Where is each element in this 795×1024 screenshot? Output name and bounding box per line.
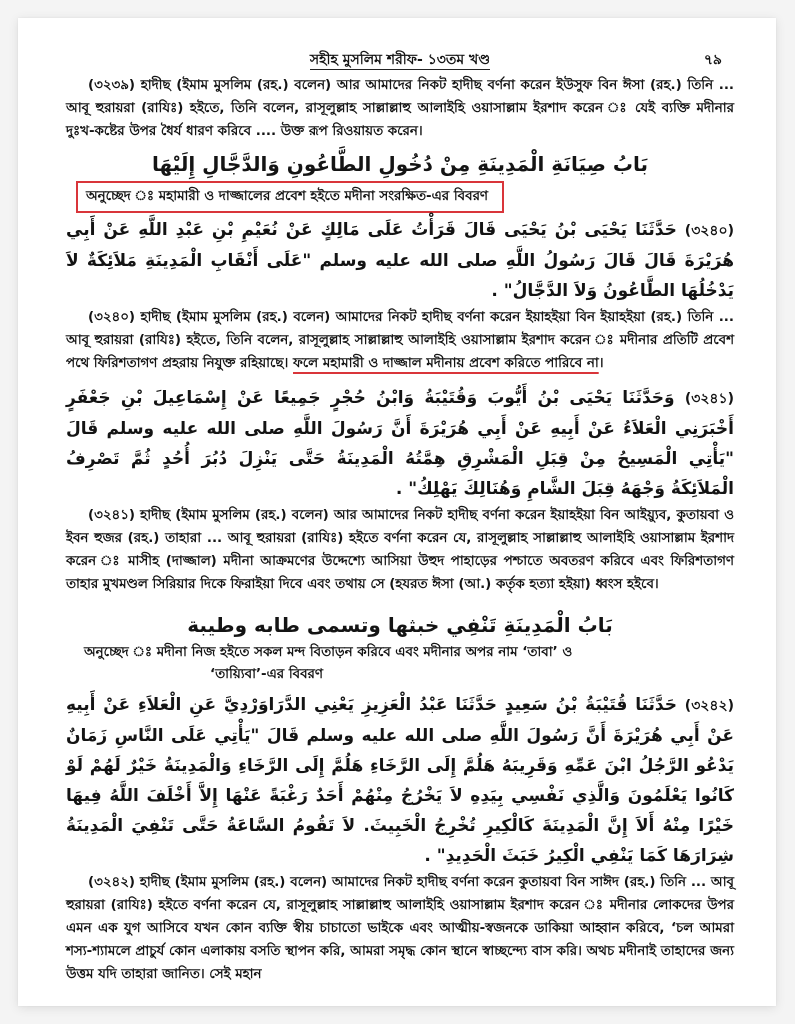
running-header — [66, 48, 734, 70]
hadith-3239-translation: (৩২৩৯) হাদীছ (ইমাম মুসলিম (রহ.) বলেন) আর আমাদের নিকট হাদীছ বর্ণনা করেন ইউসুফ বিন ঈসা (রহ.) তিনি ... আবূ হুরায়রা (রাযিঃ) হইতে, তিনি বলেন, রাসূলুল্লাহ সাল্লাল্লাহু আলাইহি ওয়াসাল্লাম ইরশাদ করেন ঃ যেই ব্যক্তি মদীনার দুঃখ-কষ্টের উপর ধৈর্য ধারণ করিবে .... উক্ত রূপ রিওয়ায়ত করেন। — [66, 78, 734, 139]
hadith-3240-arabic-text: حَدَّثَنَا يَحْيَى بْنُ يَحْيَى قَالَ قَرَأْتُ عَلَى مَالِكٍ عَنْ نُعَيْمِ بْنِ عَبْدِ اللَّهِ عَنْ أَبِي هُرَيْرَةَ قَالَ قَالَ رَسُولُ اللَّهِ صلى الله عليه وسلم "عَلَى أَنْقَابِ الْمَدِينَةِ مَلاَئِكَةٌ لاَ يَدْخُلُهَا الطَّاعُونُ وَلاَ الدَّجَّالُ" . — [66, 220, 734, 301]
hadith-3242-arabic-text: حَدَّثَنَا قُتَيْبَةُ بْنُ سَعِيدٍ حَدَّثَنَا عَبْدُ الْعَزِيزِ يَعْنِي الدَّرَاوَرْدِيَّ عَنِ الْعَلاَءِ عَنْ أَبِيهِ عَنْ أَبِي هُرَيْرَةَ أَنَّ رَسُولَ اللَّهِ صلى الله عليه وسلم قَالَ "يَأْتِي عَلَى النَّاسِ زَمَانٌ يَدْعُو الرَّجُلُ ابْنَ عَمِّهِ وَقَرِيبَهُ هَلُمَّ إِلَى الرَّخَاءِ هَلُمَّ إِلَى الرَّخَاءِ وَالْمَدِينَةُ خَيْرٌ لَهُمْ لَوْ كَانُوا يَعْلَمُونَ وَالَّذِي نَفْسِي بِيَدِهِ لاَ يَخْرُجُ مِنْهُمْ أَحَدٌ رَغْبَةً عَنْهَا إِلاَّ أَخْلَفَ اللَّهُ فِيهَا خَيْرًا مِنْهُ أَلاَ إِنَّ الْمَدِينَةَ كَالْكِيرِ تُخْرِجُ الْخَبِيثَ. لاَ تَقُومُ السَّاعَةُ حَتَّى تَنْفِيَ الْمَدِينَةُ شِرَارَهَا كَمَا يَنْفِي الْكِيرُ خَبَثَ الْحَدِيدِ" . — [66, 695, 734, 866]
chapter-1-highlight-box — [76, 181, 504, 213]
page-content — [66, 48, 734, 986]
hadith-3241-translation: (৩২৪১) হাদীছ (ইমাম মুসলিম (রহ.) বলেন) আর আমাদের নিকট হাদীছ বর্ণনা করেন ইয়াহইয়া বিন আইয়্যুব, কুতায়বা ও ইবন হুজর (রহ.) তাহারা ... আবূ হুরায়রা (রাযিঃ) হইতে বর্ণনা করেন যে, রাসূলুল্লাহ সাল্লাল্লাহু আলাইহি ওয়াসাল্লাম ইরশাদ করেন ঃ মাসীহ (দাজ্জাল) মদীনা আক্রমণের উদ্দেশ্যে আসিয়া উহুদ পাহাড়ের পশ্চাতে অবতরণ করিবে এবং ফিরিশতাগণ তাহার মুখমণ্ডল সিরিয়ার দিকে ফিরাইয়া দিবে এবং তথায় সে (হযরত ঈসা (আ.) কর্তৃক হত্যা হইয়া) ধ্বংস হইবে। — [66, 508, 734, 592]
hadith-3241-number: (৩২৪১) — [684, 391, 734, 407]
hadith-3240-text: (৩২৪০) হাদীছ (ইমাম মুসলিম (রহ.) বলেন) আমাদের নিকট হাদীছ বর্ণনা করেন ইয়াহইয়া বিন ইয়াহইয়া (রহ.) তিনি ... আবূ হুরায়রা (রাযিঃ) হইতে, তিনি বলেন, রাসূলুল্লাহ সাল্লাল্লাহু আলাইহি ওয়াসাল্লাম ইরশাদ করেন ঃ মদীনার প্রতিটি প্রবেশ পথে ফিরিশতাগণ প্রহরায় নিযুক্ত রহিয়াছে। — [66, 310, 734, 371]
hadith-3240-end-mark: । — [598, 356, 604, 371]
hadith-3240-translation — [66, 306, 734, 375]
hadith-3240-arabic — [66, 215, 734, 306]
hadith-3240-underlined-text: ফলে মহামারী ও দাজ্জাল মদীনায় প্রবেশ করিতে পারিবে না — [293, 356, 599, 371]
chapter-2-arabic-heading: بَابُ الْمَدِينَةِ تَنْفِي خبثها وتسمى طابه وطيبة — [187, 613, 613, 637]
hadith-3240-number: (৩২৪০) — [684, 223, 734, 239]
page-number: ৭৯ — [703, 52, 722, 68]
chapter-2-bengali-heading — [66, 642, 734, 686]
hadith-3242-number: (৩২৪২) — [684, 698, 734, 714]
hadith-3241-arabic-text: وَحَدَّثَنَا يَحْيَى بْنُ أَيُّوبَ وَقُتَيْبَةُ وَابْنُ حُجْرٍ جَمِيعًا عَنْ إِسْمَاعِيلَ بْنِ جَعْفَرٍ أَخْبَرَنِي الْعَلاَءُ عَنْ أَبِيهِ عَنْ أَبِي هُرَيْرَةَ أَنَّ رَسُولَ اللَّهِ صلى الله عليه وسلم قَالَ "يَأْتِي الْمَسِيحُ مِنْ قِبَلِ الْمَشْرِقِ هِمَّتُهُ الْمَدِينَةُ حَتَّى يَنْزِلَ دُبُرَ أُحُدٍ ثُمَّ تَصْرِفُ الْمَلاَئِكَةُ وَجْهَهُ قِبَلَ الشَّامِ وَهُنَالِكَ يَهْلِكُ" . — [66, 388, 734, 499]
book-title: সহীহ মুসলিম শরীফ- ১৩তম খণ্ড — [309, 52, 491, 68]
hadith-3241-arabic — [66, 383, 734, 504]
hadith-3242-arabic — [66, 690, 734, 871]
chapter-2-heading-line-1: অনুচ্ছেদ ঃ মদীনা নিজ হইতে সকল মন্দ বিতাড়ন করিবে এবং মদীনার অপর নাম ‘তাবা’ ও — [84, 645, 573, 660]
document-page — [18, 18, 776, 1006]
chapter-1-bengali-heading: অনুচ্ছেদ ঃ মহামারী ও দাজ্জালের প্রবেশ হইতে মদীনা সংরক্ষিত-এর বিবরণ — [86, 189, 489, 204]
chapter-2-heading-line-2: ‘তায়্যিবা’-এর বিবরণ — [210, 667, 324, 682]
hadith-3242-translation: (৩২৪২) হাদীছ (ইমাম মুসলিম (রহ.) বলেন) আমাদের নিকট হাদীছ বর্ণনা করেন কুতায়বা বিন সাঈদ (রহ.) তিনি ... আবূ হুরায়রা (রাযিঃ) হইতে বর্ণনা করেন যে, রাসূলুল্লাহ সাল্লাল্লাহু আলাইহি ওয়াসাল্লাম ইরশাদ করেন ঃ মদীনার লোকদের উপর এমন এক যুগ আসিবে যখন কোন ব্যক্তি স্বীয় চাচাতো ভাইকে এবং আত্মীয়-স্বজনকে ডাকিয়া আহ্বান করিবে, ‘চল আমরা শস্য-শ্যামলে প্রাচুর্য কোন এলাকায় বসতি স্থাপন করি, আমরা সমৃদ্ধ কোন স্থানে স্বাচ্ছন্দ্যে বাস করি। অথচ মদীনাই তাহাদের জন্য উত্তম যদি তাহারা জানিত। সেই মহান — [66, 875, 734, 982]
chapter-1-arabic-heading: بَابُ صِيَانَةِ الْمَدِينَةِ مِنْ دُخُولِ الطَّاعُونِ وَالدَّجَّالِ إِلَيْهَا — [151, 152, 649, 176]
